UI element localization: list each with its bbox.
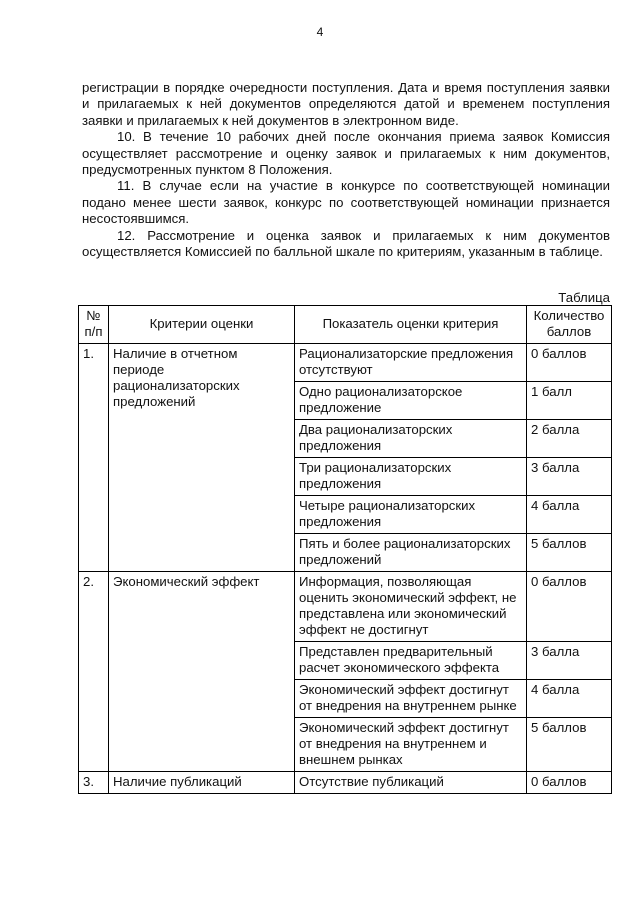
- row-score: 3 балла: [527, 458, 612, 496]
- table-caption: Таблица: [558, 290, 610, 305]
- row-indicator: Экономический эффект достигнут от внедрения на внутреннем рынке: [295, 680, 527, 718]
- table-row: [79, 572, 612, 642]
- row-score: 5 баллов: [527, 534, 612, 572]
- table-row: [79, 772, 612, 794]
- header-criterion: Критерии оценки: [109, 306, 295, 344]
- row-indicator: Информация, позволяющая оценить экономический эффект, не представлена или экономический эффект не достигнут: [295, 572, 527, 642]
- table-header-row: [79, 306, 612, 344]
- page-number: 4: [316, 25, 324, 39]
- row-number: 1.: [79, 344, 109, 572]
- row-criterion: Наличие в отчетном периоде рационализаторских предложений: [109, 344, 295, 572]
- row-score: 4 балла: [527, 496, 612, 534]
- row-score: 0 баллов: [527, 344, 612, 382]
- paragraph-12: 12. Рассмотрение и оценка заявок и прилагаемых к ним документов осуществляется Комиссией по балльной шкале по критериям, указанным в таблице.: [82, 227, 610, 260]
- paragraph-11: 11. В случае если на участие в конкурсе по соответствующей номинации подано менее шести заявок, конкурс по соответствующей номинации признается несостоявшимся.: [82, 178, 610, 227]
- row-score: 4 балла: [527, 680, 612, 718]
- row-indicator: Пять и более рационализаторских предложений: [295, 534, 527, 572]
- row-indicator: Экономический эффект достигнут от внедрения на внутреннем и внешнем рынках: [295, 718, 527, 772]
- paragraph-10: 10. В течение 10 рабочих дней после окончания приема заявок Комиссия осуществляет рассмотрение и оценку заявок и прилагаемых к ним документов, предусмотренных пунктом 8 Положения.: [82, 129, 610, 178]
- header-indicator: Показатель оценки критерия: [295, 306, 527, 344]
- row-number: 3.: [79, 772, 109, 794]
- header-number: № п/п: [79, 306, 109, 344]
- table-row: [79, 344, 612, 382]
- paragraph-continuation: регистрации в порядке очередности поступления. Дата и время поступления заявки и прилагаемых к ней документов определяются датой и временем поступления заявки и прилагаемых к ней документов в электронном виде.: [82, 80, 610, 128]
- row-indicator: Отсутствие публикаций: [295, 772, 527, 794]
- row-criterion: Экономический эффект: [109, 572, 295, 772]
- row-score: 2 балла: [527, 420, 612, 458]
- criteria-table: [78, 305, 612, 794]
- row-score: 5 баллов: [527, 718, 612, 772]
- row-score: 3 балла: [527, 642, 612, 680]
- body-text: [82, 80, 610, 260]
- row-number: 2.: [79, 572, 109, 772]
- row-indicator: Одно рационализаторское предложение: [295, 382, 527, 420]
- header-score: Количество баллов: [527, 306, 612, 344]
- row-indicator: Рационализаторские предложения отсутствуют: [295, 344, 527, 382]
- row-indicator: Два рационализаторских предложения: [295, 420, 527, 458]
- row-score: 0 баллов: [527, 772, 612, 794]
- row-indicator: Четыре рационализаторских предложения: [295, 496, 527, 534]
- row-score: 1 балл: [527, 382, 612, 420]
- row-score: 0 баллов: [527, 572, 612, 642]
- row-indicator: Представлен предварительный расчет экономического эффекта: [295, 642, 527, 680]
- row-indicator: Три рационализаторских предложения: [295, 458, 527, 496]
- row-criterion: Наличие публикаций: [109, 772, 295, 794]
